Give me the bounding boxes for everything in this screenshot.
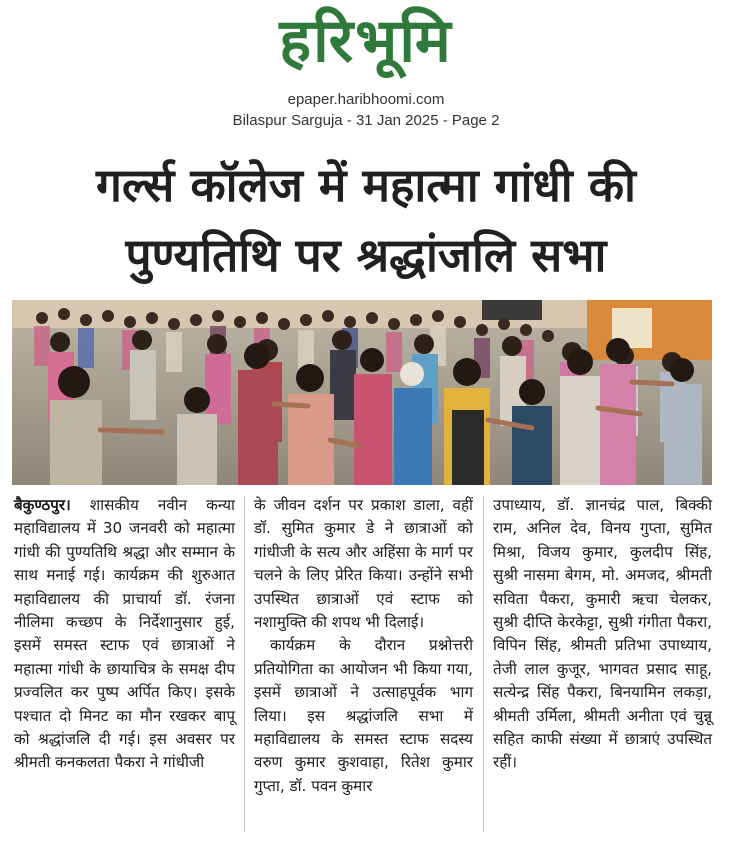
article-paragraph: उपाध्याय, डॉ. ज्ञानचंद्र पाल, बिक्की राम, अनिल देव, विनय गुप्ता, सुमित मिश्रा, विजय कुमार, कुलदीप सिंह, सुश्री नासमा बेगम, मो. अमजद, श्रीमती सविता पैकरा, कुमारी ऋचा चेलकर, सुश्री दीप्ति केरकेट्टा, सुश्री गंगीता पैकरा, विपिन सिंह, श्रीमती प्रतिभा उपाध्याय, तेजी लाल कुजूर, भागवत प्रसाद साहू, सत्येन्द्र सिंह पैकरा, बिनयामिन लकड़ा, श्रीमती उर्मिला, श्रीमती अनीता एवं चुन्नू सहित काफी संख्या में छात्राएं उपस्थित रहीं। [493, 496, 712, 772]
masthead [0, 0, 732, 140]
headline-line-2: पुण्यतिथि पर श्रद्धांजलि सभा [125, 228, 607, 282]
edition-info: Bilaspur Sarguja - 31 Jan 2025 - Page 2 [232, 112, 500, 129]
newspaper-logo: हरिभूमि [279, 6, 453, 76]
headline-line-1: गर्ल्स कॉलेज में महात्मा गांधी की [96, 158, 636, 212]
article-headline [10, 150, 722, 290]
paragraph-text: शासकीय नवीन कन्या महाविद्यालय में 30 जनवरी को महात्मा गांधी की पुण्यतिथि श्रद्धा और सम्मान के साथ मनाई गई। कार्यक्रम की शुरुआत महाविद्यालय की प्राचार्या डॉ. रंजना नीलिमा कच्छप के निर्देशानुसार हुई, इसमें समस्त स्टाफ एवं छात्राओं ने महात्मा गांधी के छायाचित्र के समक्ष दीप प्रज्वलित कर पुष्प अर्पित किए। इसके पश्चात दो मिनट का मौन रखकर बापू को श्रद्धांजलि दी गई। इस अवसर पर श्रीमती कनकलता पैकरा ने गांधीजी [14, 496, 235, 772]
dateline: बैकुण्ठपुर। [14, 496, 71, 514]
column-divider [483, 496, 484, 832]
article-column-2 [254, 494, 473, 798]
article-paragraph: कार्यक्रम के दौरान प्रश्नोत्तरी प्रतियोगिता का आयोजन भी किया गया, इसमें छात्राओं ने उत्साहपूर्वक भाग लिया। इस श्रद्धांजलि सभा में महाविद्यालय के समस्त स्टाफ सदस्य वरुण कुमार कुशवाहा, रितेश कुमार गुप्ता, डॉ. पवन कुमार [254, 636, 473, 795]
article-column-3 [493, 494, 712, 775]
article-paragraph: के जीवन दर्शन पर प्रकाश डाला, वहीं डॉ. सुमित कुमार डे ने छात्राओं को गांधीजी के सत्य और अहिंसा के मार्ग पर चलने के लिए प्रेरित किया। उन्होंने सभी उपस्थित छात्राओं एवं स्टाफ को नशामुक्ति की शपथ भी दिलाई। [254, 496, 473, 632]
epaper-url[interactable]: epaper.haribhoomi.com [287, 91, 445, 108]
article-paragraph [14, 494, 235, 775]
article-column-1 [14, 494, 235, 775]
students-pledge-photo [12, 300, 712, 485]
event-photo [12, 300, 712, 485]
column-divider [244, 496, 245, 832]
